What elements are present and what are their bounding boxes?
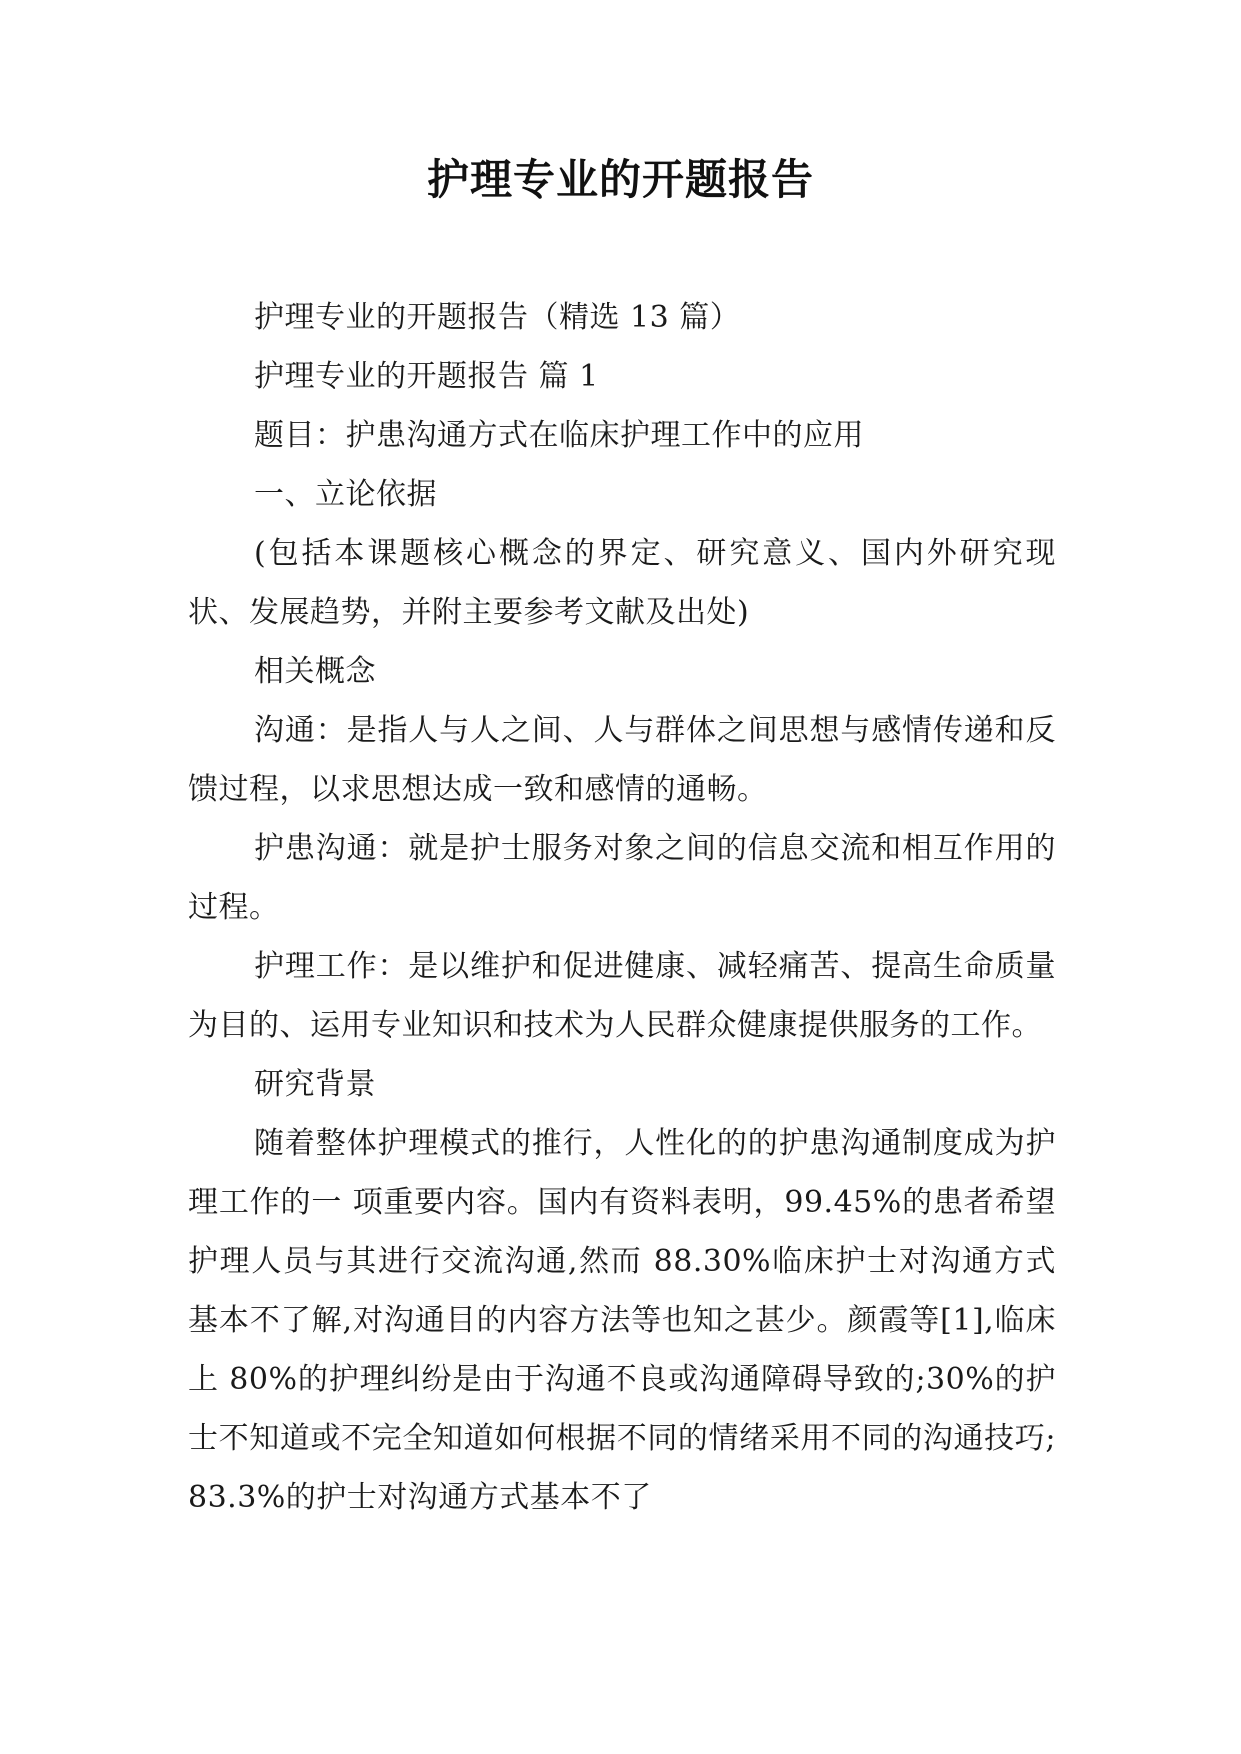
paragraph-part-heading: 护理专业的开题报告 篇 1 <box>254 359 599 394</box>
section-heading: 一、立论依据 <box>254 477 437 512</box>
paragraph-definition-nursing-work: 护理工作：是以维护和促进健康、减轻痛苦、提高生命质量为目的、运用专业知识和技术为人民群众健康提供服务的工作。 <box>188 949 1056 1043</box>
paragraph-background: 随着整体护理模式的推行，人性化的的护患沟通制度成为护理工作的一 项重要内容。国内有资料表明，99.45%的患者希望护理人员与其进行交流沟通,然而 88.30%临床护士对沟通方式基本不了解,对沟通目的内容方法等也知之甚少。颜霞等[1],临床上 80%的护理纠纷是由于沟通不良或沟通障碍导致的;30%的护士不知道或不完全知道如何根据不同的情绪采用不同的沟通技巧;83.3%的护士对沟通方式基本不了 <box>188 1126 1056 1515</box>
paragraph-topic: 题目：护患沟通方式在临床护理工作中的应用 <box>254 418 864 453</box>
subsection-heading: 研究背景 <box>254 1067 376 1102</box>
paragraph-definition-nurse-patient: 护患沟通：就是护士服务对象之间的信息交流和相互作用的过程。 <box>188 831 1056 925</box>
document-body <box>188 288 1056 1527</box>
paragraph-subtitle: 护理专业的开题报告（精选 13 篇） <box>254 300 741 335</box>
subsection-heading: 相关概念 <box>254 654 376 689</box>
paragraph-definition-communication: 沟通：是指人与人之间、人与群体之间思想与感情传递和反馈过程，以求思想达成一致和感情的通畅。 <box>188 713 1056 807</box>
paragraph-note: (包括本课题核心概念的界定、研究意义、国内外研究现状、发展趋势，并附主要参考文献及出处) <box>188 536 1056 630</box>
document-title: 护理专业的开题报告 <box>426 155 814 204</box>
